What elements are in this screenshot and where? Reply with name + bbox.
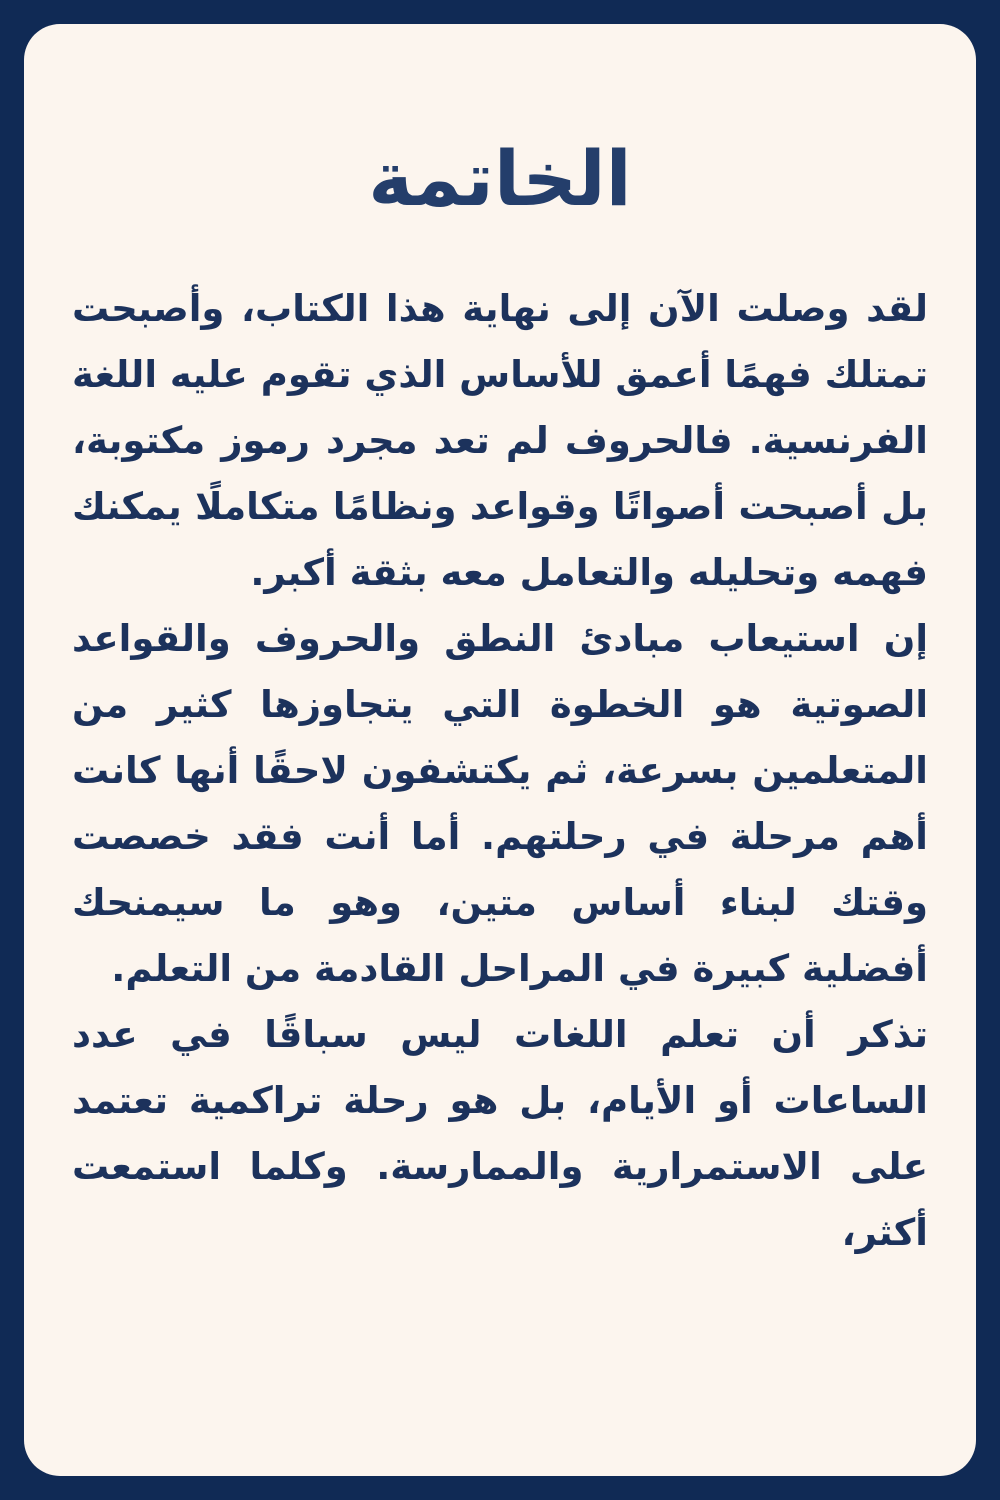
paragraph-3: تذكر أن تعلم اللغات ليس سباقًا في عدد الساعات أو الأيام، بل هو رحلة تراكمية تعتمد على الاستمرارية والممارسة. وكلما استمعت أكثر، (72, 1013, 928, 1254)
content-card (24, 24, 976, 1476)
paragraph-1: لقد وصلت الآن إلى نهاية هذا الكتاب، وأصبحت تمتلك فهمًا أعمق للأساس الذي تقوم عليه اللغة الفرنسية. فالحروف لم تعد مجرد رموز مكتوبة، بل أصبحت أصواتًا وقواعد ونظامًا متكاملًا يمكنك فهمه وتحليله والتعامل معه بثقة أكبر. (72, 287, 928, 594)
page-title: الخاتمة (368, 134, 632, 223)
paragraph-2: إن استيعاب مبادئ النطق والحروف والقواعد الصوتية هو الخطوة التي يتجاوزها كثير من المتعلمين بسرعة، ثم يكتشفون لاحقًا أنها كانت أهم مرحلة في رحلتهم. أما أنت فقد خصصت وقتك لبناء أساس متين، وهو ما سيمنحك أفضلية كبيرة في المراحل القادمة من التعلم. (72, 617, 928, 990)
